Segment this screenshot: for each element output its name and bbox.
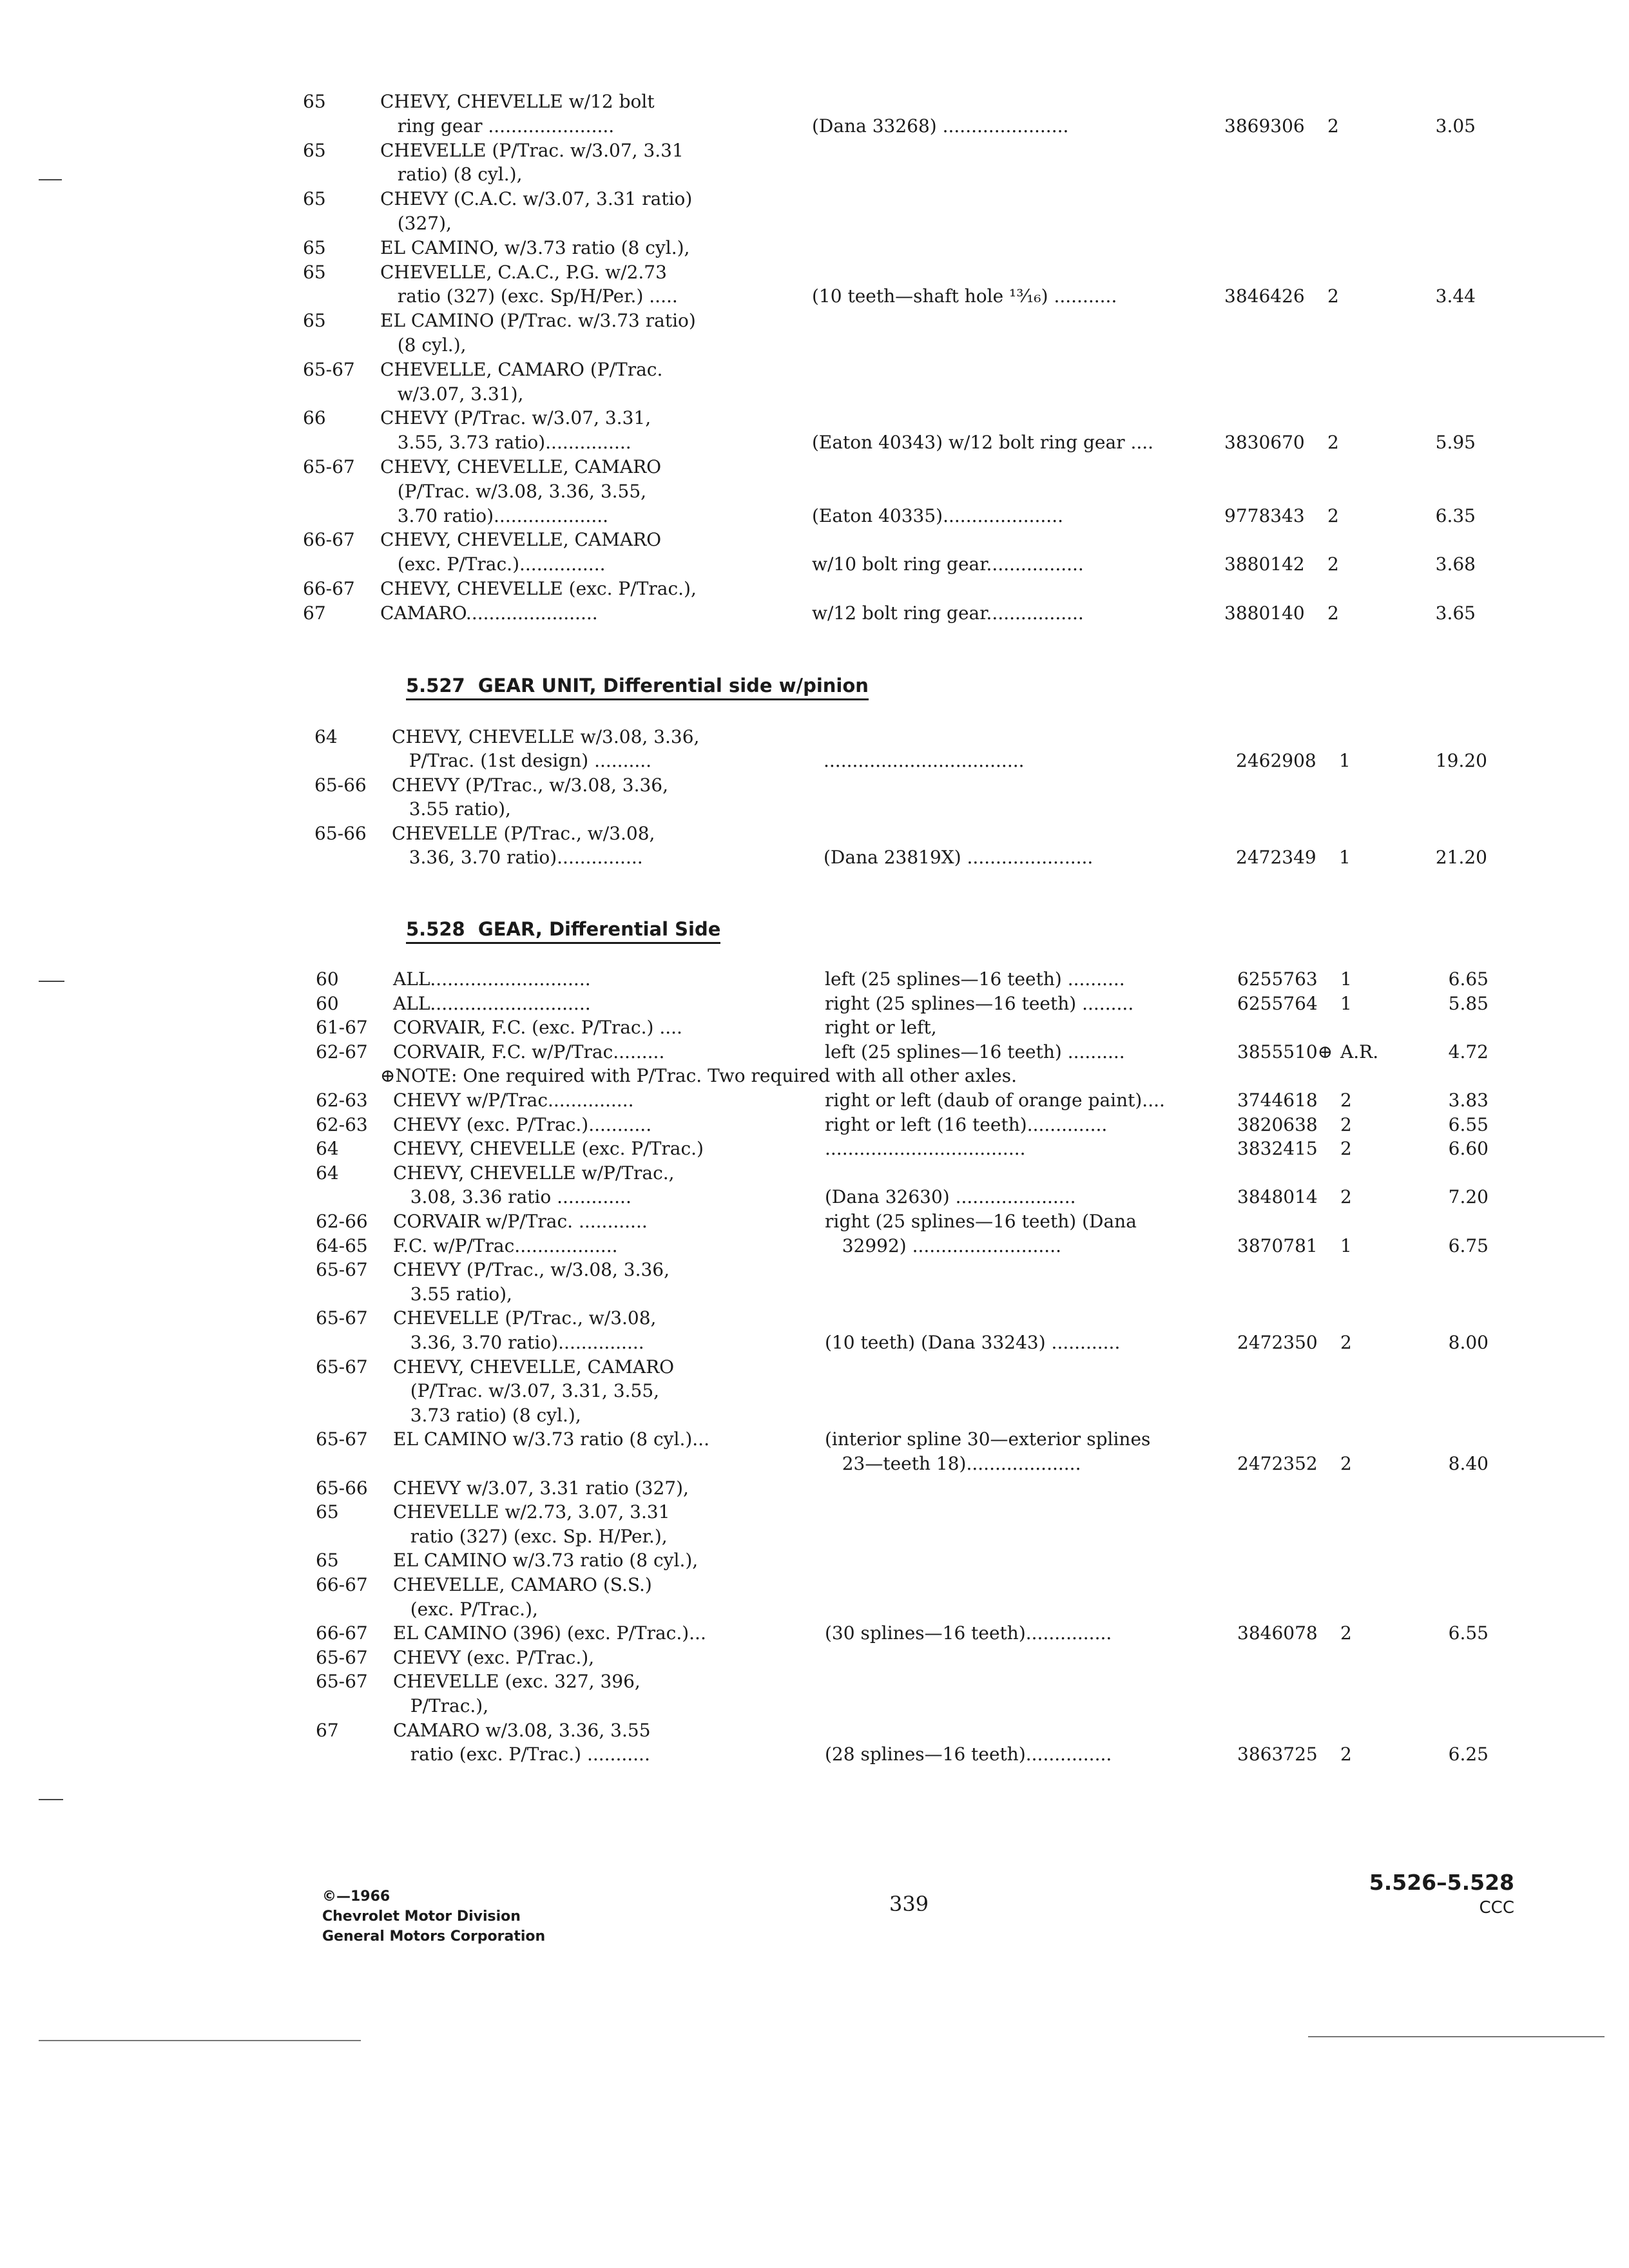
row-desc: CHEVY, CHEVELLE, CAMARO: [380, 529, 662, 551]
row-qty: 2: [1340, 1453, 1352, 1474]
row-desc: CHEVELLE (P/Trac., w/3.08,: [393, 1307, 657, 1329]
row-desc: EL CAMINO (396) (exc. P/Trac.)...: [393, 1622, 706, 1644]
row-part: 2472350: [1237, 1332, 1318, 1353]
row-desc: ALL............................: [393, 968, 591, 990]
row-year: 64-65: [316, 1235, 368, 1256]
row-desc: CHEVY (P/Trac. w/3.07, 3.31,: [380, 407, 651, 429]
row-desc: CORVAIR w/P/Trac. ............: [393, 1211, 648, 1232]
section-range: 5.526–5.528: [1369, 1870, 1514, 1895]
row-year: 64: [314, 726, 338, 747]
row-year: 65-67: [316, 1646, 368, 1668]
row-desc: CHEVY, CHEVELLE w/12 bolt: [380, 91, 655, 112]
row-spec: (10 teeth) (Dana 33243) ............: [825, 1332, 1121, 1353]
row-desc: (P/Trac. w/3.07, 3.31, 3.55,: [393, 1380, 660, 1402]
row-year: 65-67: [316, 1428, 368, 1450]
catalog-code: CCC: [1479, 1898, 1514, 1917]
row-part: 3855510⊕: [1237, 1041, 1333, 1062]
row-price: 6.55: [1448, 1622, 1489, 1644]
section-range-block: [1340, 1869, 1514, 1919]
row-qty: 2: [1327, 553, 1339, 575]
row-spec: w/10 bolt ring gear.................: [812, 553, 1084, 575]
row-year: 65-67: [316, 1259, 368, 1281]
row-year: 66: [303, 407, 326, 429]
row-qty: 2: [1340, 1744, 1352, 1765]
row-desc: ratio) (8 cyl.),: [380, 164, 523, 186]
row-desc: CHEVY (P/Trac., w/3.08, 3.36,: [392, 774, 669, 796]
row-desc: CHEVY w/P/Trac...............: [393, 1090, 634, 1111]
row-spec: (Dana 32630) .....................: [825, 1186, 1076, 1208]
row-desc: 3.73 ratio) (8 cyl.),: [393, 1404, 581, 1426]
row-qty: 1: [1339, 750, 1351, 772]
row-year: 65-67: [316, 1671, 368, 1693]
row-spec: 23—teeth 18)....................: [825, 1453, 1081, 1474]
row-price: 5.85: [1448, 992, 1489, 1014]
row-spec: (Eaton 40343) w/12 bolt ring gear ....: [812, 432, 1154, 454]
row-year: 65-67: [303, 456, 355, 477]
row-year: 65: [303, 188, 326, 210]
row-price: 6.65: [1448, 968, 1489, 990]
row-year: 62-67: [316, 1041, 368, 1062]
row-year: 62-66: [316, 1211, 368, 1232]
row-year: 65-67: [316, 1307, 368, 1329]
row-year: 65: [303, 91, 326, 112]
row-desc: CHEVY, CHEVELLE, CAMARO: [393, 1356, 675, 1378]
binder-hole-mark: [39, 981, 64, 982]
row-price: 19.20: [1435, 750, 1487, 772]
row-spec: (28 splines—16 teeth)...............: [825, 1744, 1112, 1765]
row-desc: CHEVELLE, CAMARO (S.S.): [393, 1574, 652, 1595]
binder-hole-mark: [39, 1799, 63, 1800]
row-year: 64: [316, 1138, 339, 1160]
row-desc: CHEVY (exc. P/Trac.),: [393, 1646, 595, 1668]
row-desc: CHEVY, CHEVELLE w/P/Trac.,: [393, 1162, 675, 1184]
row-desc: 3.70 ratio)....................: [380, 505, 609, 526]
row-spec: left (25 splines—16 teeth) ..........: [825, 968, 1125, 990]
row-desc: EL CAMINO w/3.73 ratio (8 cyl.),: [393, 1550, 699, 1571]
row-part: 2472349: [1236, 847, 1316, 868]
row-year: 65: [303, 236, 326, 258]
row-spec: left (25 splines—16 teeth) ..........: [825, 1041, 1125, 1062]
row-year: 62-63: [316, 1090, 368, 1111]
row-price: 6.75: [1448, 1235, 1489, 1256]
row-year: 60: [316, 968, 339, 990]
row-part: 2462908: [1236, 750, 1316, 772]
row-year: 65: [303, 310, 326, 332]
row-desc: (8 cyl.),: [380, 334, 467, 356]
row-spec: right (25 splines—16 teeth) (Dana: [825, 1211, 1137, 1232]
row-part: 3846426: [1224, 285, 1305, 307]
copyright-text: ©—1966: [322, 1888, 390, 1905]
row-spec: w/12 bolt ring gear.................: [812, 602, 1084, 624]
row-year: 65-66: [316, 1477, 368, 1499]
row-desc: (exc. P/Trac.)...............: [380, 553, 606, 575]
section-heading-5-527: 5.527 GEAR UNIT, Differential side w/pinion: [406, 674, 869, 700]
row-part: 3880142: [1224, 553, 1305, 575]
row-desc: CHEVELLE, CAMARO (P/Trac.: [380, 358, 663, 380]
row-desc: 3.55 ratio),: [392, 798, 511, 820]
row-year: 60: [316, 992, 339, 1014]
row-year: 66-67: [316, 1574, 368, 1595]
row-qty: 1: [1340, 992, 1352, 1014]
row-desc: CHEVELLE w/2.73, 3.07, 3.31: [393, 1501, 670, 1523]
row-desc: (P/Trac. w/3.08, 3.36, 3.55,: [380, 480, 647, 502]
row-spec: ...................................: [825, 1138, 1026, 1160]
row-desc: w/3.07, 3.31),: [380, 383, 524, 405]
row-part: 3863725: [1237, 1744, 1318, 1765]
row-price: 6.55: [1448, 1113, 1489, 1135]
row-desc: 3.55 ratio),: [393, 1283, 512, 1305]
row-desc: 3.08, 3.36 ratio .............: [393, 1186, 631, 1208]
row-desc: CHEVY, CHEVELLE, CAMARO: [380, 456, 662, 477]
row-spec: right or left (daub of orange paint)....: [825, 1090, 1165, 1111]
row-year: 65-67: [316, 1356, 368, 1378]
row-year: 66-67: [316, 1622, 368, 1644]
row-year: 65-66: [314, 774, 367, 796]
row-spec: 32992) ..........................: [825, 1235, 1062, 1256]
row-desc: 3.36, 3.70 ratio)...............: [393, 1332, 644, 1353]
row-price: 3.68: [1435, 553, 1476, 575]
row-desc: CORVAIR, F.C. w/P/Trac.........: [393, 1041, 665, 1062]
row-price: 6.35: [1435, 505, 1476, 526]
row-desc: EL CAMINO, w/3.73 ratio (8 cyl.),: [380, 236, 690, 258]
row-year: 67: [303, 602, 326, 624]
row-qty: 1: [1340, 968, 1352, 990]
row-year: 62-63: [316, 1113, 368, 1135]
row-desc: CORVAIR, F.C. (exc. P/Trac.) ....: [393, 1017, 682, 1039]
row-price: 6.25: [1448, 1744, 1489, 1765]
row-year: 66-67: [303, 578, 355, 599]
row-qty: 2: [1327, 432, 1339, 454]
row-year: 65: [316, 1550, 339, 1571]
row-spec: (Dana 33268) ......................: [812, 115, 1069, 137]
row-part: 3830670: [1224, 432, 1305, 454]
row-desc: CHEVY, CHEVELLE (exc. P/Trac.): [393, 1138, 704, 1160]
scan-edge-rule: [39, 2040, 361, 2041]
row-desc: CHEVY, CHEVELLE (exc. P/Trac.),: [380, 578, 697, 599]
row-desc: 3.55, 3.73 ratio)...............: [380, 432, 631, 454]
row-part: 6255764: [1237, 992, 1318, 1014]
row-qty: 2: [1340, 1332, 1352, 1353]
row-price: 5.95: [1435, 432, 1476, 454]
row-part: 9778343: [1224, 505, 1305, 526]
scan-edge-rule: [1308, 2036, 1605, 2037]
row-desc: CHEVY w/3.07, 3.31 ratio (327),: [393, 1477, 689, 1499]
row-price: 8.40: [1448, 1453, 1489, 1474]
row-price: 7.20: [1448, 1186, 1489, 1208]
row-qty: 2: [1327, 115, 1339, 137]
row-desc: ALL............................: [393, 992, 591, 1014]
row-desc: CHEVELLE (P/Trac., w/3.08,: [392, 822, 655, 844]
row-part: 3870781: [1237, 1235, 1318, 1256]
row-year: 61-67: [316, 1017, 368, 1039]
row-qty: 2: [1340, 1113, 1352, 1135]
row-part: 3846078: [1237, 1622, 1318, 1644]
division-text: Chevrolet Motor Division: [322, 1908, 521, 1925]
row-desc: ratio (exc. P/Trac.) ...........: [393, 1744, 650, 1765]
row-qty: 2: [1340, 1090, 1352, 1111]
row-spec: ...................................: [824, 750, 1025, 772]
row-year: 65: [303, 139, 326, 161]
row-desc: ratio (327) (exc. Sp. H/Per.),: [393, 1525, 668, 1547]
row-part: 3744618: [1237, 1090, 1318, 1111]
row-desc: P/Trac. (1st design) ..........: [392, 750, 652, 772]
row-part: 2472352: [1237, 1453, 1318, 1474]
row-qty: 2: [1327, 285, 1339, 307]
row-price: 3.05: [1435, 115, 1476, 137]
corporation-text: General Motors Corporation: [322, 1928, 546, 1945]
row-spec: (30 splines—16 teeth)...............: [825, 1622, 1112, 1644]
row-part: 6255763: [1237, 968, 1318, 990]
row-spec: (Eaton 40335).....................: [812, 505, 1064, 526]
row-qty: 2: [1340, 1186, 1352, 1208]
row-price: 6.60: [1448, 1138, 1489, 1160]
row-desc: CHEVELLE, C.A.C., P.G. w/2.73: [380, 261, 667, 283]
row-year: 65: [316, 1501, 339, 1523]
row-desc: CHEVELLE (exc. 327, 396,: [393, 1671, 641, 1693]
row-spec: (10 teeth—shaft hole ¹³⁄₁₆) ...........: [812, 285, 1117, 307]
footnote: ⊕NOTE: One required with P/Trac. Two required with all other axles.: [380, 1065, 1017, 1087]
row-part: 3832415: [1237, 1138, 1318, 1160]
page-number: 339: [889, 1892, 929, 1916]
row-desc: CAMARO.......................: [380, 602, 598, 624]
row-qty: 1: [1340, 1235, 1352, 1256]
row-desc: CHEVY (C.A.C. w/3.07, 3.31 ratio): [380, 188, 693, 210]
row-price: 8.00: [1448, 1332, 1489, 1353]
row-qty: A.R.: [1340, 1041, 1379, 1062]
row-year: 65-67: [303, 358, 355, 380]
row-price: 3.65: [1435, 602, 1476, 624]
row-desc: ratio (327) (exc. Sp/H/Per.) .....: [380, 285, 678, 307]
row-part: 3880140: [1224, 602, 1305, 624]
row-desc: EL CAMINO w/3.73 ratio (8 cyl.)...: [393, 1428, 709, 1450]
row-qty: 2: [1340, 1622, 1352, 1644]
row-year: 66-67: [303, 529, 355, 551]
row-qty: 2: [1327, 602, 1339, 624]
row-desc: CHEVY (exc. P/Trac.)...........: [393, 1113, 652, 1135]
row-desc: EL CAMINO (P/Trac. w/3.73 ratio): [380, 310, 696, 332]
row-desc: (exc. P/Trac.),: [393, 1598, 538, 1620]
row-part: 3820638: [1237, 1113, 1318, 1135]
row-spec: right or left,: [825, 1017, 937, 1039]
row-desc: P/Trac.),: [393, 1695, 489, 1716]
binder-hole-mark: [39, 179, 62, 180]
row-desc: CAMARO w/3.08, 3.36, 3.55: [393, 1719, 651, 1741]
row-desc: CHEVY (P/Trac., w/3.08, 3.36,: [393, 1259, 670, 1281]
row-spec: (interior spline 30—exterior splines: [825, 1428, 1151, 1450]
row-price: 4.72: [1448, 1041, 1489, 1062]
row-qty: 1: [1339, 847, 1351, 868]
row-year: 65-66: [314, 822, 367, 844]
row-qty: 2: [1340, 1138, 1352, 1160]
row-price: 21.20: [1435, 847, 1487, 868]
row-desc: F.C. w/P/Trac..................: [393, 1235, 618, 1256]
row-desc: CHEVY, CHEVELLE w/3.08, 3.36,: [392, 726, 700, 747]
row-spec: right or left (16 teeth)..............: [825, 1113, 1108, 1135]
row-desc: (327),: [380, 213, 452, 234]
row-year: 67: [316, 1719, 339, 1741]
row-price: 3.44: [1435, 285, 1476, 307]
row-part: 3869306: [1224, 115, 1305, 137]
row-desc: ring gear ......................: [380, 115, 615, 137]
row-part: 3848014: [1237, 1186, 1318, 1208]
row-year: 64: [316, 1162, 339, 1184]
row-year: 65: [303, 261, 326, 283]
row-desc: 3.36, 3.70 ratio)...............: [392, 847, 643, 868]
section-heading-5-528: 5.528 GEAR, Differential Side: [406, 918, 720, 944]
publisher-block: [322, 1887, 545, 1946]
row-desc: CHEVELLE (P/Trac. w/3.07, 3.31: [380, 139, 684, 161]
row-spec: right (25 splines—16 teeth) .........: [825, 992, 1134, 1014]
row-spec: (Dana 23819X) ......................: [824, 847, 1094, 868]
row-qty: 2: [1327, 505, 1339, 526]
row-price: 3.83: [1448, 1090, 1489, 1111]
